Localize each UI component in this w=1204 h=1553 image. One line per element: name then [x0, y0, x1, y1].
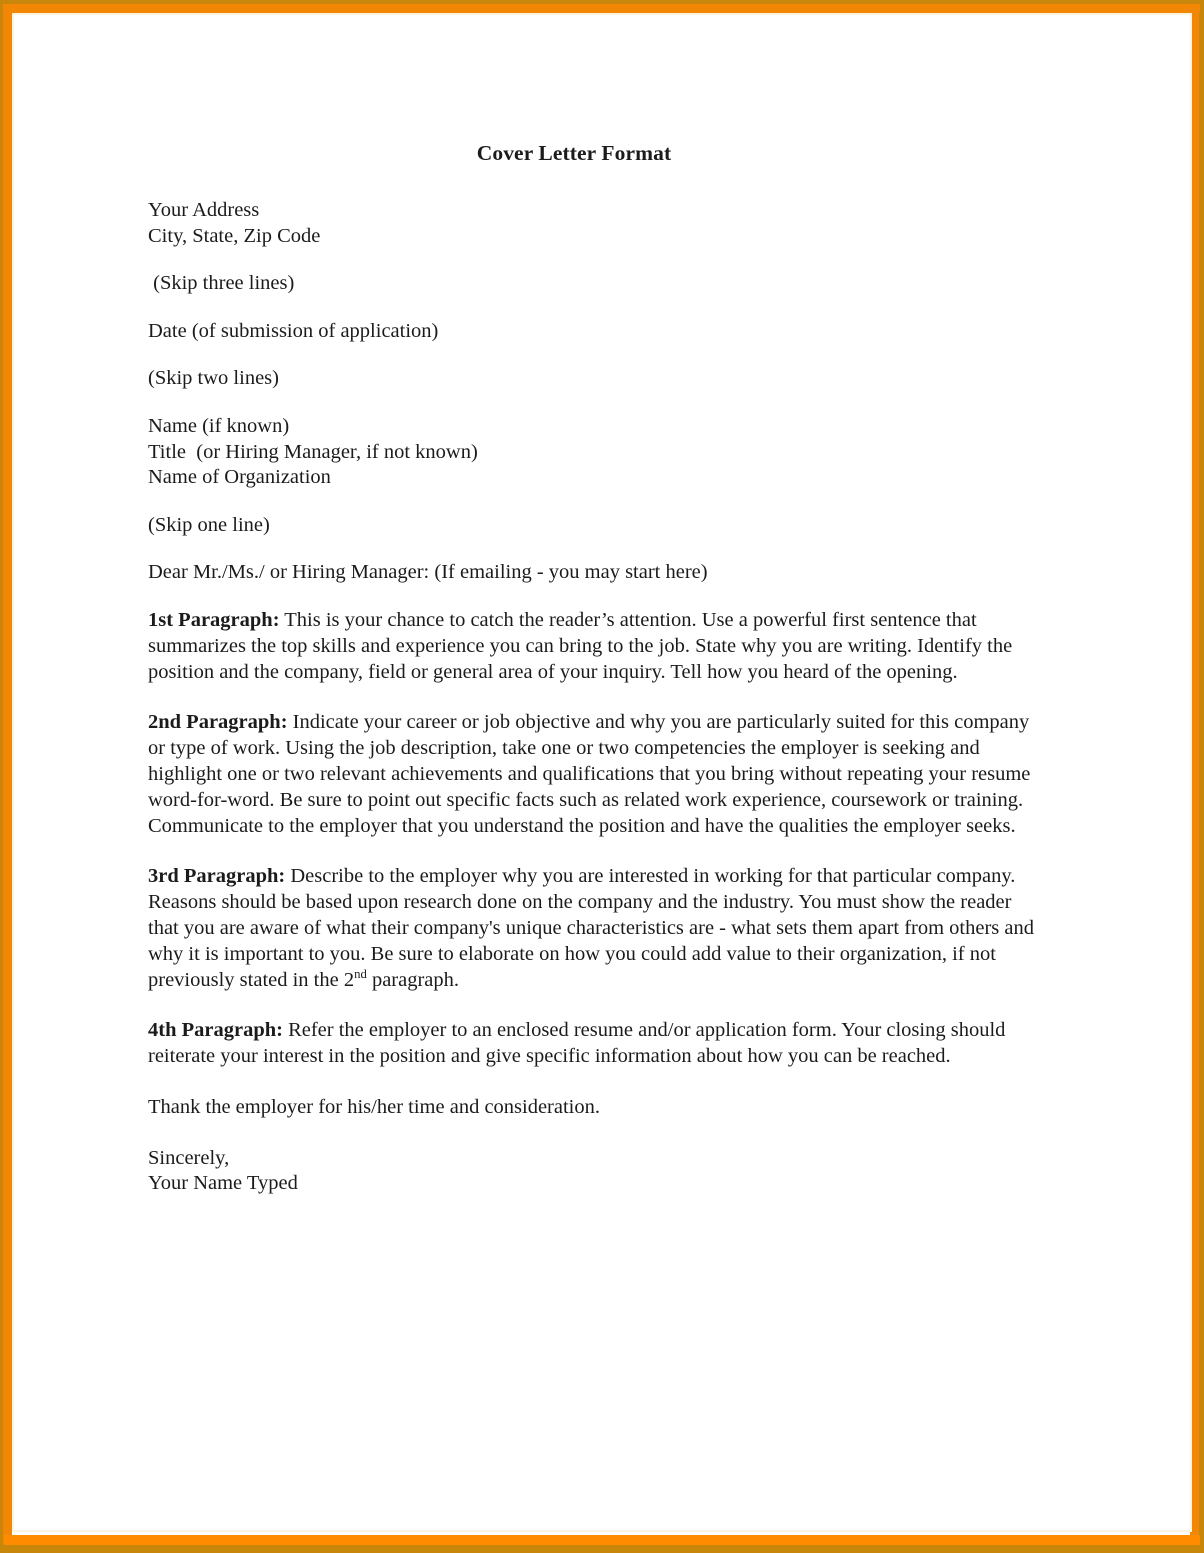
- page-border-top: [4, 4, 1200, 13]
- paragraph-2-label: 2nd Paragraph:: [148, 711, 288, 734]
- page-border-outer-right: [1199, 0, 1204, 1553]
- paragraph-4: [148, 1018, 1034, 1070]
- paragraph-3-text-before-superscript: Describe to the employer why you are interested in working for that particular company. Reasons should be based upon research done on the company and the industry. You must show the reader that you are aware of what their company's unique characteristics are - what sets them apart from others and why it is important to you. Be sure to elaborate on how you could add value to their organization, if not previously stated in the 2: [148, 865, 1034, 991]
- paragraph-1-label: 1st Paragraph:: [148, 608, 280, 631]
- skip-three-lines-note: (Skip three lines): [148, 272, 295, 295]
- page-border-outer-bottom: [0, 1545, 1204, 1553]
- salutation-line: Dear Mr./Ms./ or Hiring Manager: (If emailing - you may start here): [148, 561, 708, 584]
- sender-address-block: [148, 198, 1034, 249]
- ordinal-superscript: nd: [354, 966, 367, 981]
- closing-signature-name: Your Name Typed: [148, 1172, 298, 1195]
- page-border-bottom: [4, 1535, 1200, 1545]
- paragraph-3-text-after-superscript: paragraph.: [366, 968, 460, 991]
- recipient-line-3: Name of Organization: [148, 466, 331, 489]
- recipient-line-2: Title (or Hiring Manager, if not known): [148, 440, 478, 463]
- paragraph-3: [148, 864, 1034, 993]
- sender-address-line-2: City, State, Zip Code: [148, 224, 321, 247]
- page-title: Cover Letter Format: [476, 141, 672, 165]
- skip-two-lines-note: (Skip two lines): [148, 367, 279, 390]
- skip-one-line-note: (Skip one line): [148, 513, 270, 536]
- page-border-right: [1190, 4, 1199, 1544]
- paragraph-3-label: 3rd Paragraph:: [148, 865, 286, 888]
- page-border-outer-left: [0, 0, 4, 1553]
- paragraph-4-label: 4th Paragraph:: [148, 1019, 283, 1042]
- date-line: Date (of submission of application): [148, 319, 439, 342]
- closing-block: [148, 1146, 1034, 1197]
- closing-salutation: Sincerely,: [148, 1146, 230, 1169]
- paragraph-4-text: Refer the employer to an enclosed resume and/or application form. Your closing should reiterate your interest in the position and give specific information about how you can be reached.: [148, 1019, 1006, 1068]
- sender-address-line-1: Your Address: [148, 199, 260, 221]
- paragraph-1-text: This is your chance to catch the reader’s attention. Use a powerful first sentence that summarizes the top skills and experience you can bring to the job. State why you are writing. Identify the position and the company, field or general area of your inquiry. Tell how you heard of the opening.: [148, 608, 1013, 683]
- paragraph-2-text: Indicate your career or job objective and why you are particularly suited for this company or type of work. Using the job description, take one or two competencies the employer is seeking and highlight one or two relevant achievements and qualifications that you bring without repeating your resume word-for-word. Be sure to point out specific facts such as related work experience, coursework or training. Communicate to the employer that you understand the position and have the qualities the employer seeks.: [148, 711, 1031, 837]
- page-border-left: [3, 4, 12, 1544]
- page-border-outer-top: [0, 0, 1204, 5]
- thank-you-line: Thank the employer for his/her time and consideration.: [148, 1095, 601, 1118]
- paragraph-2: [148, 710, 1034, 839]
- recipient-address-block: [148, 414, 1034, 491]
- paragraph-1: [148, 608, 1034, 685]
- document-body: [148, 140, 1034, 1197]
- recipient-line-1: Name (if known): [148, 414, 290, 437]
